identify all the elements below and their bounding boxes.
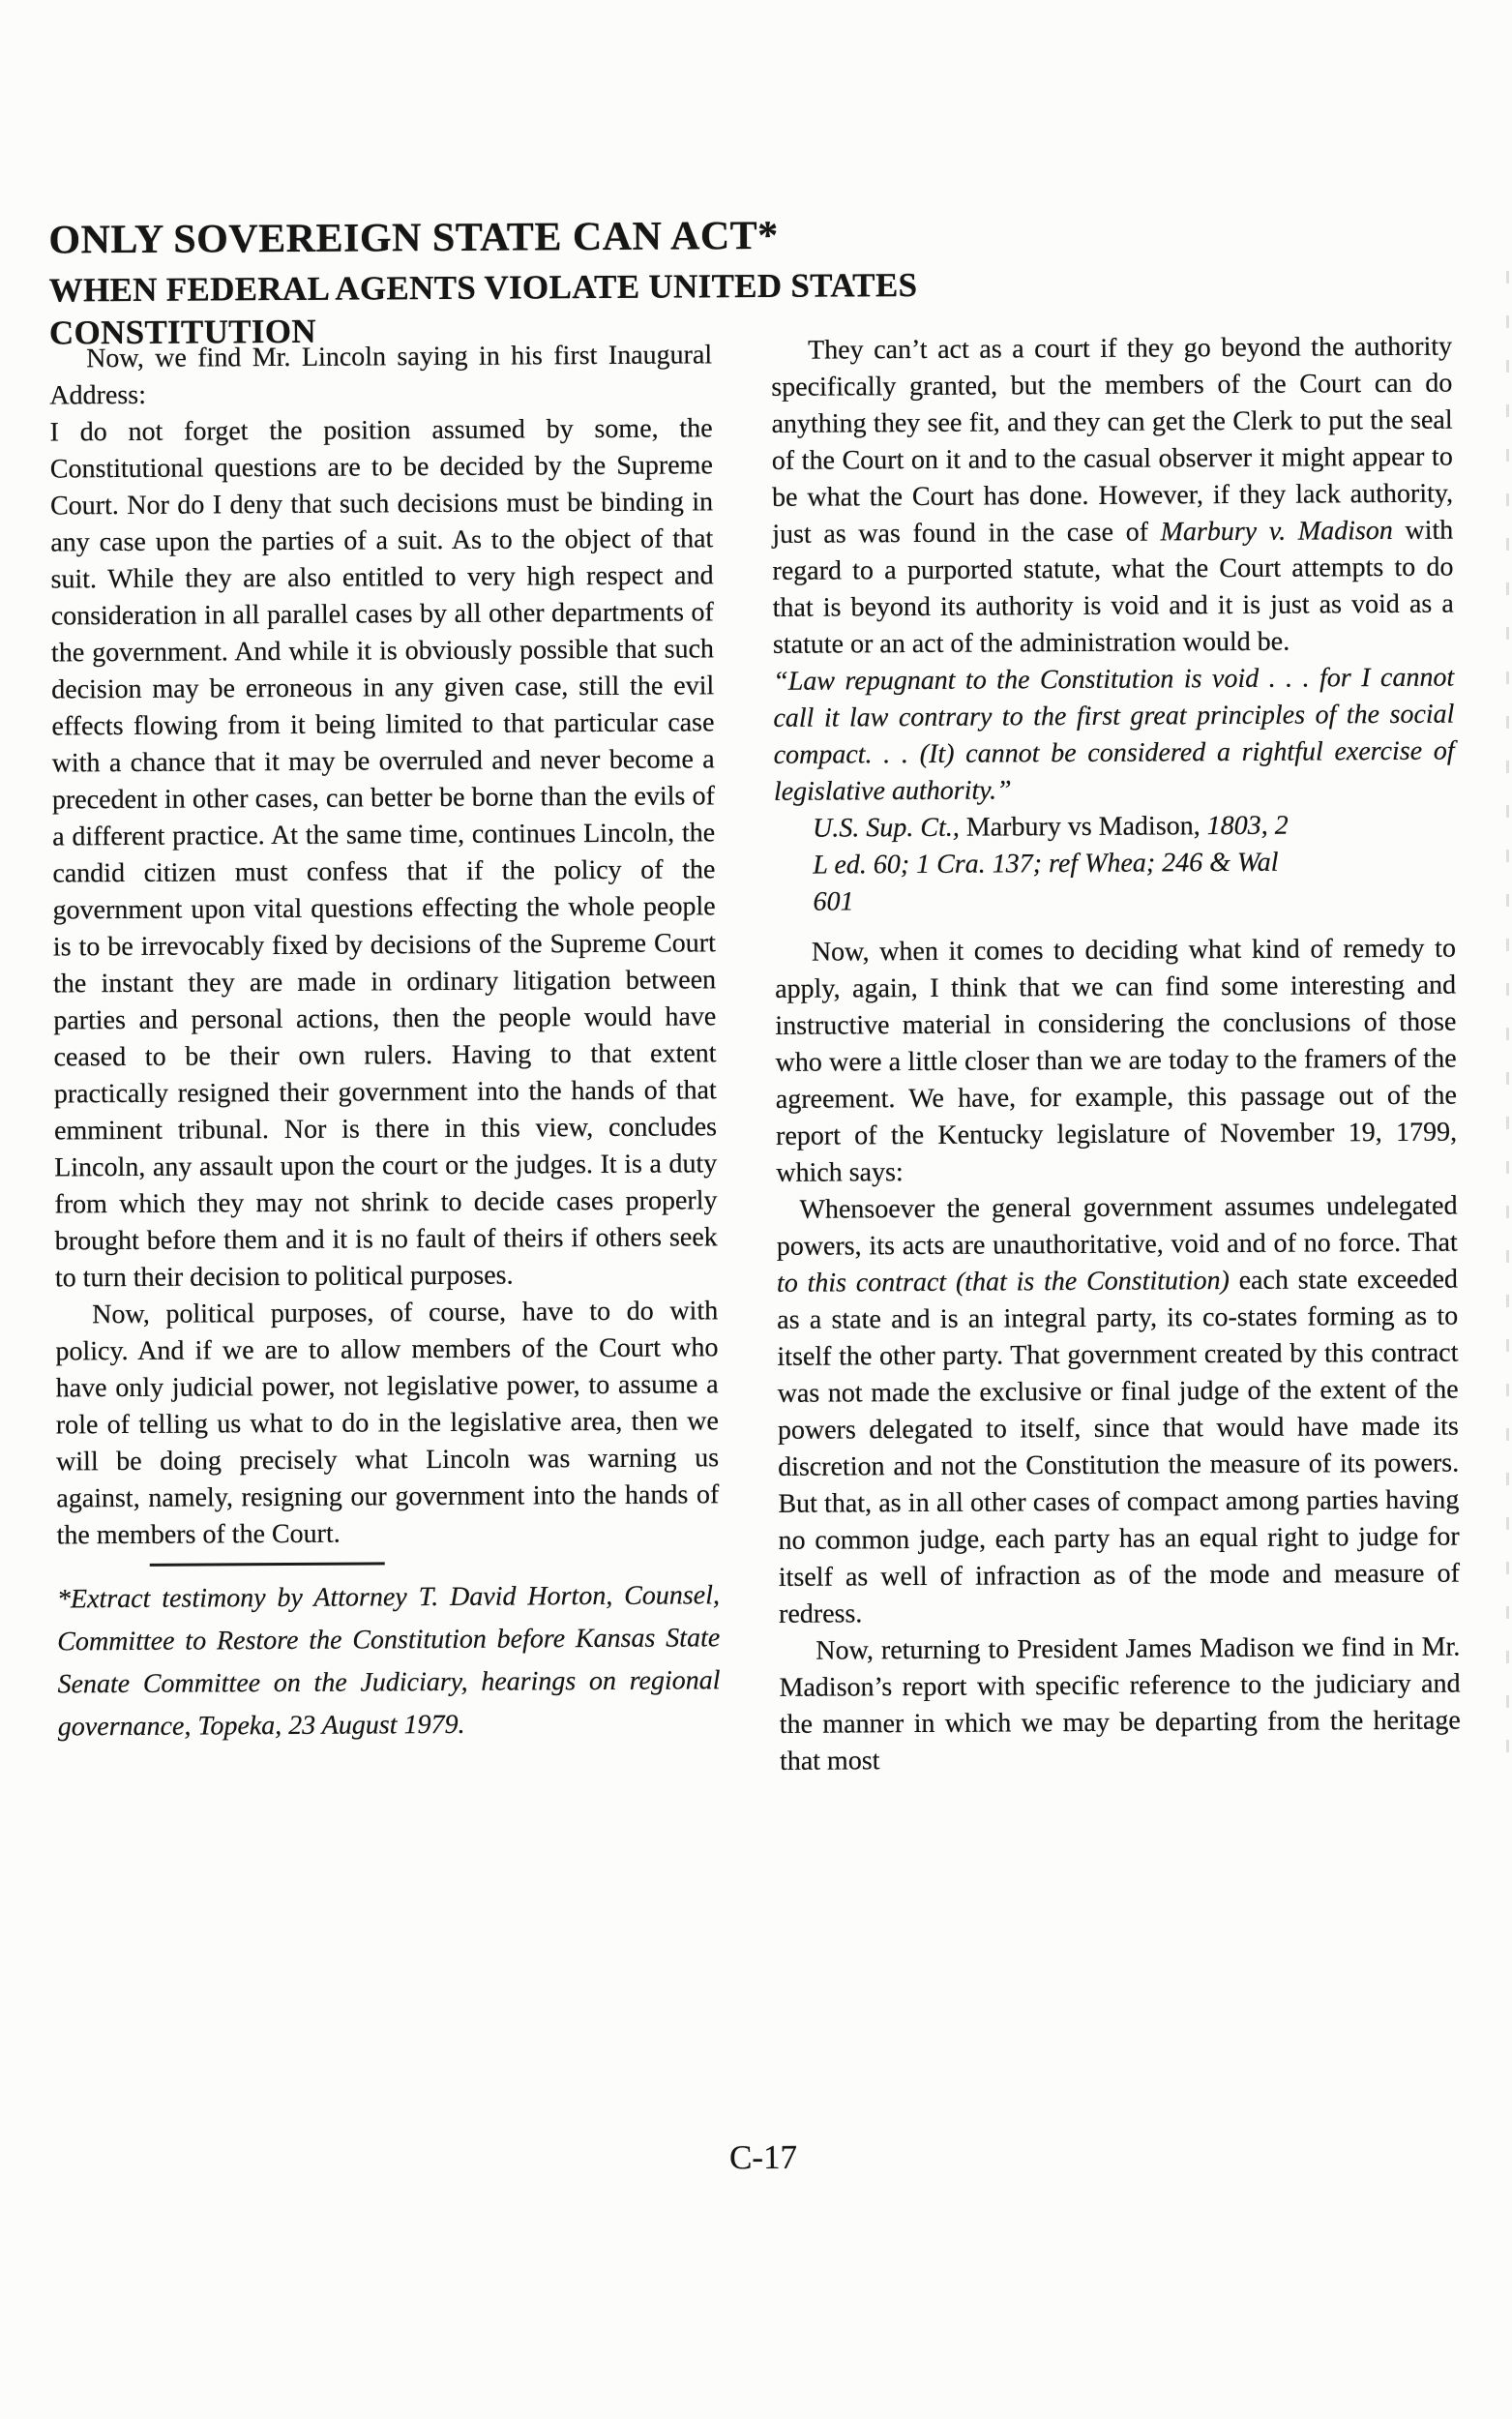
page-title: ONLY SOVEREIGN STATE CAN ACT* (48, 213, 779, 263)
paragraph-court-authority-text: They can’t act as a court if they go beyond the authority specifically granted, but the members of the Court can do anything they see fit, and they can get the Clerk to put the seal of the Court on it and to the casual observer it might appear to be what the Court has done. However, if they lack authority, just as was found in the case of (771, 331, 1454, 550)
paragraph-lincoln-intro: Now, we find Mr. Lincoln saying in his first Inaugural Address: (49, 340, 713, 411)
paragraph-madison-report: Now, returning to President James Madison we find in Mr. Madison’s report with specific reference to the judiciary and the manner in which we may be departing from the heritage that most (779, 1631, 1461, 1777)
blockquote-lincoln: I do not forget the position assumed by some, the Constitutional questions are to be decided by the Supreme Court. Nor do I deny that such decisions must be binding in any case upon the parties of a suit. As to the object of that suit. While they are also entitled to very high respect and consideration in all parallel cases by all other departments of the government. And while it is obviously possible that such decision may be erroneous in any given case, still the evil effects flowing from it being limited to that particular case with a chance that it may be overruled and never become a precedent in other cases, can better be borne than the evils of a different practice. At the same time, continues Lincoln, the candid citizen must confess that if the policy of the government upon vital questions effecting the whole people is to be irrevocably fixed by decisions of the Supreme Court the instant they are made in ordinary litigation between parties and personal actions, then the people would have ceased to be their own rulers. Having to that extent practically resigned their government into the hands of that emminent tribunal. Nor is there in this view, concludes Lincoln, any assault upon the court or the judges. It is a duty from which they may not shrink to decide cases properly brought before them and it is no fault of theirs if others seek to turn their decision to political purposes. (49, 413, 718, 1294)
blockquote-law-repugnant: “Law repugnant to the Constitution is void . . . for I cannot call it law contrary to the first great principles of the social compact. . . (It) cannot be considered a rightful exercise of legislative authority.” (773, 662, 1455, 807)
page-subtitle: WHEN FEDERAL AGENTS VIOLATE UNITED STATES CONSTITUTION (48, 265, 918, 352)
footnote-rule (150, 1562, 385, 1566)
blockquote-kentucky-report (776, 1188, 1460, 1633)
kentucky-text: Whensoever the general government assumes undelegated powers, its acts are unauthoritative, void and of no force. That (776, 1190, 1458, 1262)
citation-case-name: Marbury vs Madison, (965, 811, 1207, 843)
scan-artifact-right-edge (1506, 271, 1509, 1780)
paragraph-court-authority-text-end: with regard to a purported statute, what the Court attempts to do that is beyond its authority is void and it is just as void as a statute or an act of the administration would be. (772, 515, 1454, 660)
paragraph-remedy: Now, when it comes to deciding what kind of remedy to apply, again, I think that we can find some interesting and instructive material in considering the conclusions of those who were a little closer than we are today to the framers of the agreement. We have, for example, this passage out of the report of the Kentucky legislature of November 19, 1799, which says: (775, 933, 1458, 1188)
page-number: C-17 (728, 2137, 798, 2177)
footnote-text: Extract testimony by Attorney T. David Horton, Counsel, Committee to Restore the Constitution before Kansas State Senate Committee on the Judiciary, hearings on regional governance, Topeka, 23 August 1979. (57, 1580, 721, 1743)
citation-marbury (813, 807, 1456, 921)
left-column (49, 337, 721, 1748)
citation-line: L ed. 60; 1 Cra. 137; ref Whea; 246 & Wal (813, 847, 1279, 881)
kentucky-text-end: each state exceeded as a state and is an integral party, its co-states forming as to itself the other party. That government created by this contract was not made the exclusive or final judge of the extent of the powers delegated to itself, since that would have made its discretion and not the Constitution the measure of its powers. But that, as in all other cases of compact among parties having no common judge, each party has an equal right to judge for itself as well of infraction as of the mode and measure of redress. (777, 1264, 1460, 1629)
kentucky-italic-phrase: to this contract (that is the Constitution) (776, 1266, 1230, 1299)
footnote-marker: * (56, 1584, 72, 1615)
citation-year: 1803, 2 (1206, 810, 1289, 842)
footnote (57, 1574, 721, 1748)
paragraph-political-purposes: Now, political purposes, of course, have to do with policy. And if we are to allow members of the Court who have only judicial power, not legislative power, to assume a role of telling us what to do in the legislative area, then we will be doing precisely what Lincoln was warning us against, namely, resigning our government into the hands of the members of the Court. (55, 1296, 720, 1551)
citation-reporter: U.S. Sup. Ct., (813, 812, 966, 844)
case-name-marbury: Marbury v. Madison (1160, 515, 1393, 548)
citation-line: 601 (813, 886, 854, 917)
citation-line (813, 807, 1455, 848)
paragraph-court-authority (771, 329, 1454, 664)
right-column (771, 329, 1461, 1780)
